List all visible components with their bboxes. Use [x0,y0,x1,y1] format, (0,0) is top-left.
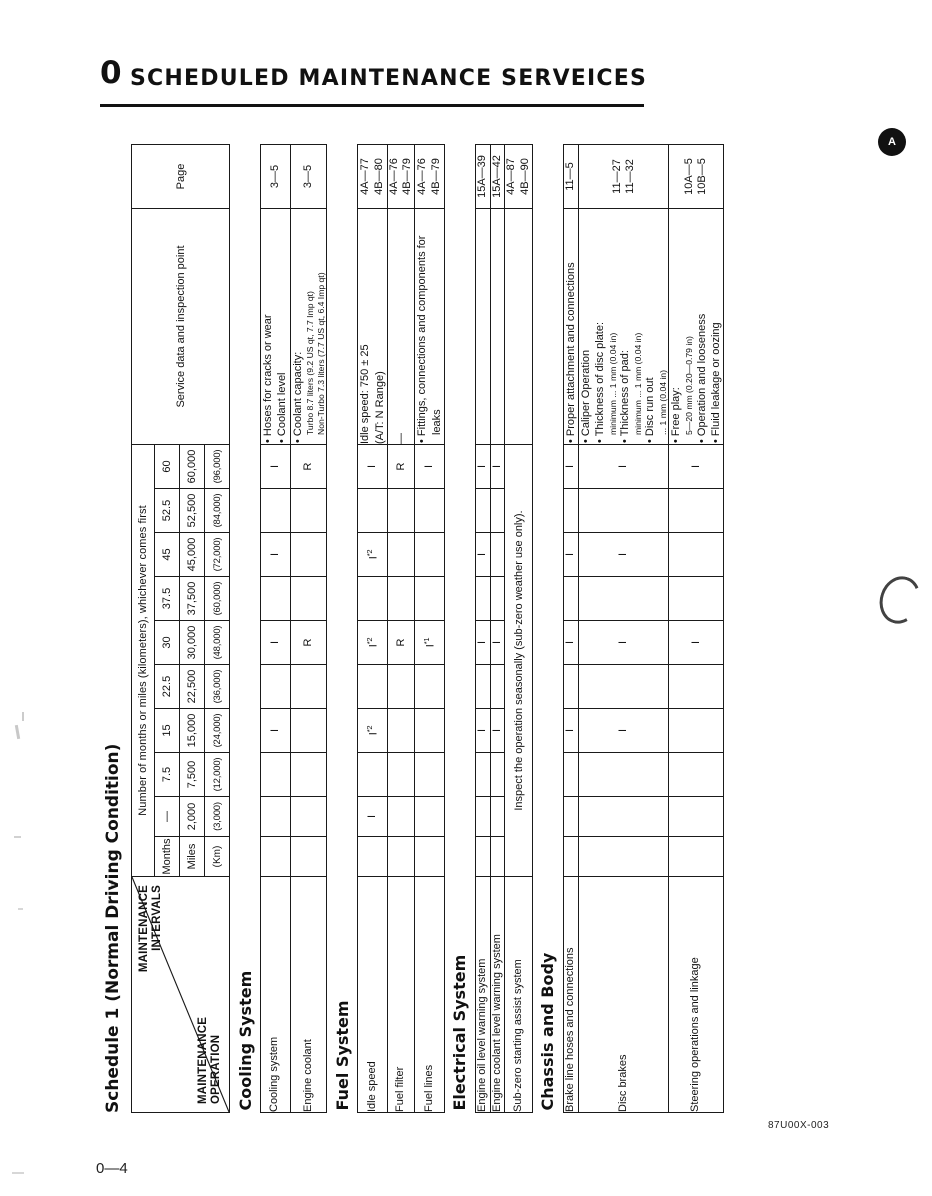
operation-label-line1: MAINTENANCE [196,1016,209,1104]
service-data-line: • Operation and looseness [695,313,708,443]
service-data-cell [505,209,532,445]
service-data-cell [669,209,724,445]
section-spacer [230,145,261,877]
page-reference: 4A—87 [505,158,518,195]
service-data-header: Service data and inspection point [132,209,230,445]
operation-name: Fuel lines [415,877,445,1113]
miles-value: 52,500 [180,489,205,533]
operation-name: Cooling system [261,877,291,1113]
table-row [290,145,327,1113]
service-data-line: minimum ... 1 mm (0.04 in) [607,332,618,435]
interval-stub-cell [415,837,445,877]
miles-value: 7,500 [180,753,205,797]
interval-mark-cell: $I^{*1}$ [415,621,445,665]
interval-mark-cell [669,797,724,837]
interval-mark-cell [475,665,490,709]
interval-mark-cell: I [261,709,291,753]
interval-mark-cell [669,577,724,621]
km-value: (12,000) [205,753,230,797]
operation-name: Disc brakes [579,877,669,1113]
interval-mark-cell [669,665,724,709]
interval-mark-cell [387,797,414,837]
interval-mark-cell: I [475,709,490,753]
interval-mark-cell [387,753,414,797]
interval-mark-cell: I [358,445,388,489]
interval-mark-cell [490,577,505,621]
interval-mark-cell [358,665,388,709]
interval-mark-cell [290,533,327,577]
page-reference: 11—5 [564,162,577,191]
interval-mark-cell [669,709,724,753]
scan-artifact [18,908,23,910]
interval-mark-cell [290,489,327,533]
service-data-line: 5—20 mm (0.20—0.79 in) [683,336,694,435]
interval-stub-cell [387,837,414,877]
figure-code: 87U00X-003 [768,1120,830,1131]
service-data-line: • Hoses for cracks or wear [262,314,274,443]
service-data-line: • Fittings, connections and components for leaks [416,235,443,443]
interval-stub-cell [669,837,724,877]
interval-mark-cell [490,533,505,577]
miles-value: 22,500 [180,665,205,709]
service-data-line: • Thickness of pad: [619,350,632,443]
page-header: Page [132,145,230,209]
miles-value: 15,000 [180,709,205,753]
table-row [563,145,578,1113]
service-data-line: (A/T: N Range) [373,371,386,444]
page-reference-cell [387,145,414,209]
interval-mark-cell [415,709,445,753]
interval-mark-cell: I [475,445,490,489]
interval-mark-cell [290,797,327,837]
interval-note: Inspect the operation seasonally (sub-zero weather use only). [505,445,532,877]
interval-group-header: Number of months or miles (kilometers), whichever comes first [132,445,155,877]
interval-mark-cell: I [490,445,505,489]
interval-mark-cell: I [579,533,669,577]
service-data-line: Turbo 8.7 liters (9.2 US qt, 7.7 Imp qt) [304,291,315,435]
interval-mark-cell [490,665,505,709]
interval-mark-cell: I [563,621,578,665]
section-title: Electrical System [444,877,475,1113]
intervals-label-line1: MAINTENANCE [138,885,150,973]
operation-label-line2: OPERATION [209,1034,222,1104]
binder-ring-artifact [874,571,927,629]
intervals-label [138,885,164,972]
interval-mark-cell [475,577,490,621]
km-value: (36,000) [205,665,230,709]
interval-mark-cell [490,753,505,797]
interval-mark-cell [475,489,490,533]
page-reference: 11—32 [623,159,636,194]
service-data-line: • Disc run out [644,377,657,443]
interval-stub-cell [290,837,327,877]
page-reference: 15A—42 [490,155,503,198]
service-data-line: • Proper attachment and connections [564,262,577,443]
interval-mark-cell [261,797,291,837]
months-value: 52.5 [155,489,180,533]
km-value: (48,000) [205,621,230,665]
months-value: 60 [155,445,180,489]
interval-mark-cell [415,753,445,797]
miles-value: 37,500 [180,577,205,621]
months-value: — [155,797,180,837]
interval-mark-cell [563,753,578,797]
interval-mark-cell: $I^{*2}$ [358,533,388,577]
page-reference: 4A—76 [387,158,400,195]
table-row [387,145,414,1113]
corner-header-cell [132,877,230,1113]
km-value: (3,000) [205,797,230,837]
page-reference: 4B—79 [429,158,442,195]
scan-artifact [22,712,24,721]
interval-mark-cell: I [415,445,445,489]
service-data-line: Idle speed: 750 ± 25 [359,344,372,444]
section-spacer [532,145,563,877]
section-title: Chassis and Body [532,877,563,1113]
page-reference: 4A—76 [416,158,429,195]
interval-mark-cell [563,489,578,533]
interval-stub-cell [490,837,505,877]
interval-mark-cell: I [669,621,724,665]
interval-mark-cell [358,489,388,533]
operation-name: Engine coolant [290,877,327,1113]
interval-mark-cell [387,709,414,753]
interval-mark-cell: $I^{*2}$ [358,709,388,753]
section-spacer [327,145,358,877]
page-reference-cell [563,145,578,209]
service-data-cell [387,209,414,445]
miles-value: 30,000 [180,621,205,665]
miles-value: 60,000 [180,445,205,489]
interval-mark-cell [563,577,578,621]
section-spacer [444,145,475,877]
service-data-cell [261,209,291,445]
months-value: 15 [155,709,180,753]
service-data-line: Non-Turbo 7.3 liters (7.7 US qt, 6.4 Imp qt) [315,272,326,435]
page-title: SCHEDULED MAINTENANCE SERVEICES [130,66,648,91]
interval-mark-cell [490,489,505,533]
interval-mark-cell: $I^{*2}$ [358,621,388,665]
page-reference: 4A—77 [359,158,372,195]
operation-name: Idle speed [358,877,388,1113]
scan-artifact [12,1172,24,1174]
table-row [261,145,291,1113]
service-data-line: • Fluid leakage or oozing [709,322,722,443]
service-data-cell [415,209,445,445]
intervals-label-line2: INTERVALS [151,885,164,951]
operation-name: Sub-zero starting assist system [505,877,532,1113]
interval-mark-cell: R [387,445,414,489]
interval-mark-cell [579,577,669,621]
service-data-cell [358,209,388,445]
interval-mark-cell: I [579,445,669,489]
interval-mark-cell: I [579,709,669,753]
interval-mark-cell [387,577,414,621]
section-heading-row [532,145,563,1113]
miles-value: 45,000 [180,533,205,577]
service-data-line: — [394,433,407,444]
interval-stub-cell [475,837,490,877]
interval-mark-cell [415,489,445,533]
km-value: (60,000) [205,577,230,621]
months-value: 45 [155,533,180,577]
service-data-line: minimum ... 1 mm (0.04 in) [632,332,643,435]
interval-mark-cell [563,797,578,837]
interval-mark-cell [669,533,724,577]
miles-value: 2,000 [180,797,205,837]
interval-mark-cell [261,489,291,533]
interval-mark-cell [669,489,724,533]
page-reference: 4B—79 [401,158,414,195]
service-data-line: • Thickness of disc plate: [594,321,607,443]
table-body [230,145,724,1113]
table-head [132,145,230,1113]
interval-mark-cell: I [563,445,578,489]
interval-mark-cell: R [387,621,414,665]
page-reference: 10A—5 [683,158,696,195]
page-reference: 3—5 [301,164,314,189]
table-row [669,145,724,1113]
interval-mark-cell [579,489,669,533]
km-value: (24,000) [205,709,230,753]
interval-mark-cell: I [358,797,388,837]
interval-mark-cell: I [475,533,490,577]
km-value: (72,000) [205,533,230,577]
chapter-number: 0 [100,55,122,91]
operation-label [197,1017,223,1104]
section-tab-badge: A [878,128,906,156]
table-row [579,145,669,1113]
interval-mark-cell [261,577,291,621]
page-reference-cell [475,145,490,209]
service-data-cell [563,209,578,445]
interval-mark-cell: R [290,445,327,489]
page-reference-cell [261,145,291,209]
months-value: 30 [155,621,180,665]
interval-mark-cell [415,533,445,577]
interval-mark-cell [475,797,490,837]
interval-mark-cell [579,797,669,837]
interval-mark-cell [358,577,388,621]
service-data-line: • Coolant capacity: [291,351,304,443]
interval-mark-cell [387,489,414,533]
interval-mark-cell [387,533,414,577]
page-reference-cell [505,145,532,209]
page-reference-cell [358,145,388,209]
section-title: Fuel System [327,877,358,1113]
km-value: (96,000) [205,445,230,489]
operation-name: Brake line hoses and connections [563,877,578,1113]
interval-mark-cell [563,665,578,709]
table-row [490,145,505,1113]
operation-name: Steering operations and linkage [669,877,724,1113]
table-row [505,145,532,1113]
service-data-cell [490,209,505,445]
page-reference-cell [579,145,669,209]
maintenance-schedule-table [131,144,724,1113]
interval-mark-cell [290,665,327,709]
page-reference-cell [290,145,327,209]
interval-mark-cell [415,797,445,837]
service-data-line: • Caliper Operation [580,349,593,443]
page-header [0,28,932,91]
schedule-table-stage [101,83,831,1113]
section-heading-row [327,145,358,1113]
page-reference: 4B—90 [518,158,531,195]
operation-name: Engine oil level warning system [475,877,490,1113]
interval-mark-cell: I [669,445,724,489]
interval-stub-cell [261,837,291,877]
service-data-line: • Coolant level [276,372,289,443]
table-row [358,145,388,1113]
page-reference: 15A—39 [476,155,489,198]
interval-mark-cell: I [563,533,578,577]
months-value: 22.5 [155,665,180,709]
page-reference: 4B—80 [372,158,385,195]
scan-artifact [14,836,21,838]
interval-mark-cell [490,797,505,837]
service-data-cell [475,209,490,445]
page-reference-cell [490,145,505,209]
months-value: 37.5 [155,577,180,621]
interval-mark-cell: I [261,445,291,489]
page-reference-cell [415,145,445,209]
interval-mark-cell [415,577,445,621]
months-value: 7.5 [155,753,180,797]
interval-mark-cell: I [579,621,669,665]
interval-mark-cell [669,753,724,797]
service-data-line: • Free play: [670,387,683,443]
km-value: (84,000) [205,489,230,533]
page-reference: 10B—5 [696,158,709,195]
service-data-line: ... 1 mm (0.04 in) [657,370,668,435]
interval-mark-cell [290,577,327,621]
schedule-title: Schedule 1 (Normal Driving Condition) [103,743,123,1113]
interval-mark-cell: I [475,621,490,665]
interval-mark-cell: I [490,709,505,753]
interval-mark-cell [290,753,327,797]
interval-stub-cell [358,837,388,877]
miles-row-label: Miles [180,837,205,877]
page-reference-cell [669,145,724,209]
table-row [475,145,490,1113]
interval-mark-cell [579,753,669,797]
interval-stub-cell [579,837,669,877]
months-row-label: Months [155,837,180,877]
interval-mark-cell: R [290,621,327,665]
interval-stub-cell [563,837,578,877]
interval-mark-cell [261,665,291,709]
section-heading-row [444,145,475,1113]
interval-mark-cell: I [563,709,578,753]
page-reference: 3—5 [268,164,281,189]
interval-mark-cell [358,753,388,797]
scan-artifact [15,725,20,739]
interval-mark-cell: I [490,621,505,665]
interval-mark-cell [579,665,669,709]
page-folio: 0—4 [96,1160,128,1177]
service-data-cell [579,209,669,445]
interval-mark-cell: I [261,533,291,577]
section-title: Cooling System [230,877,261,1113]
interval-mark-cell [387,665,414,709]
interval-mark-cell [261,753,291,797]
km-row-label: (Km) [205,837,230,877]
interval-mark-cell [475,753,490,797]
service-data-cell [290,209,327,445]
interval-mark-cell [415,665,445,709]
page-reference: 11—27 [610,159,623,194]
section-heading-row [230,145,261,1113]
operation-name: Engine coolant level warning system [490,877,505,1113]
interval-mark-cell: I [261,621,291,665]
table-row [415,145,445,1113]
interval-mark-cell [290,709,327,753]
operation-name: Fuel filter [387,877,414,1113]
